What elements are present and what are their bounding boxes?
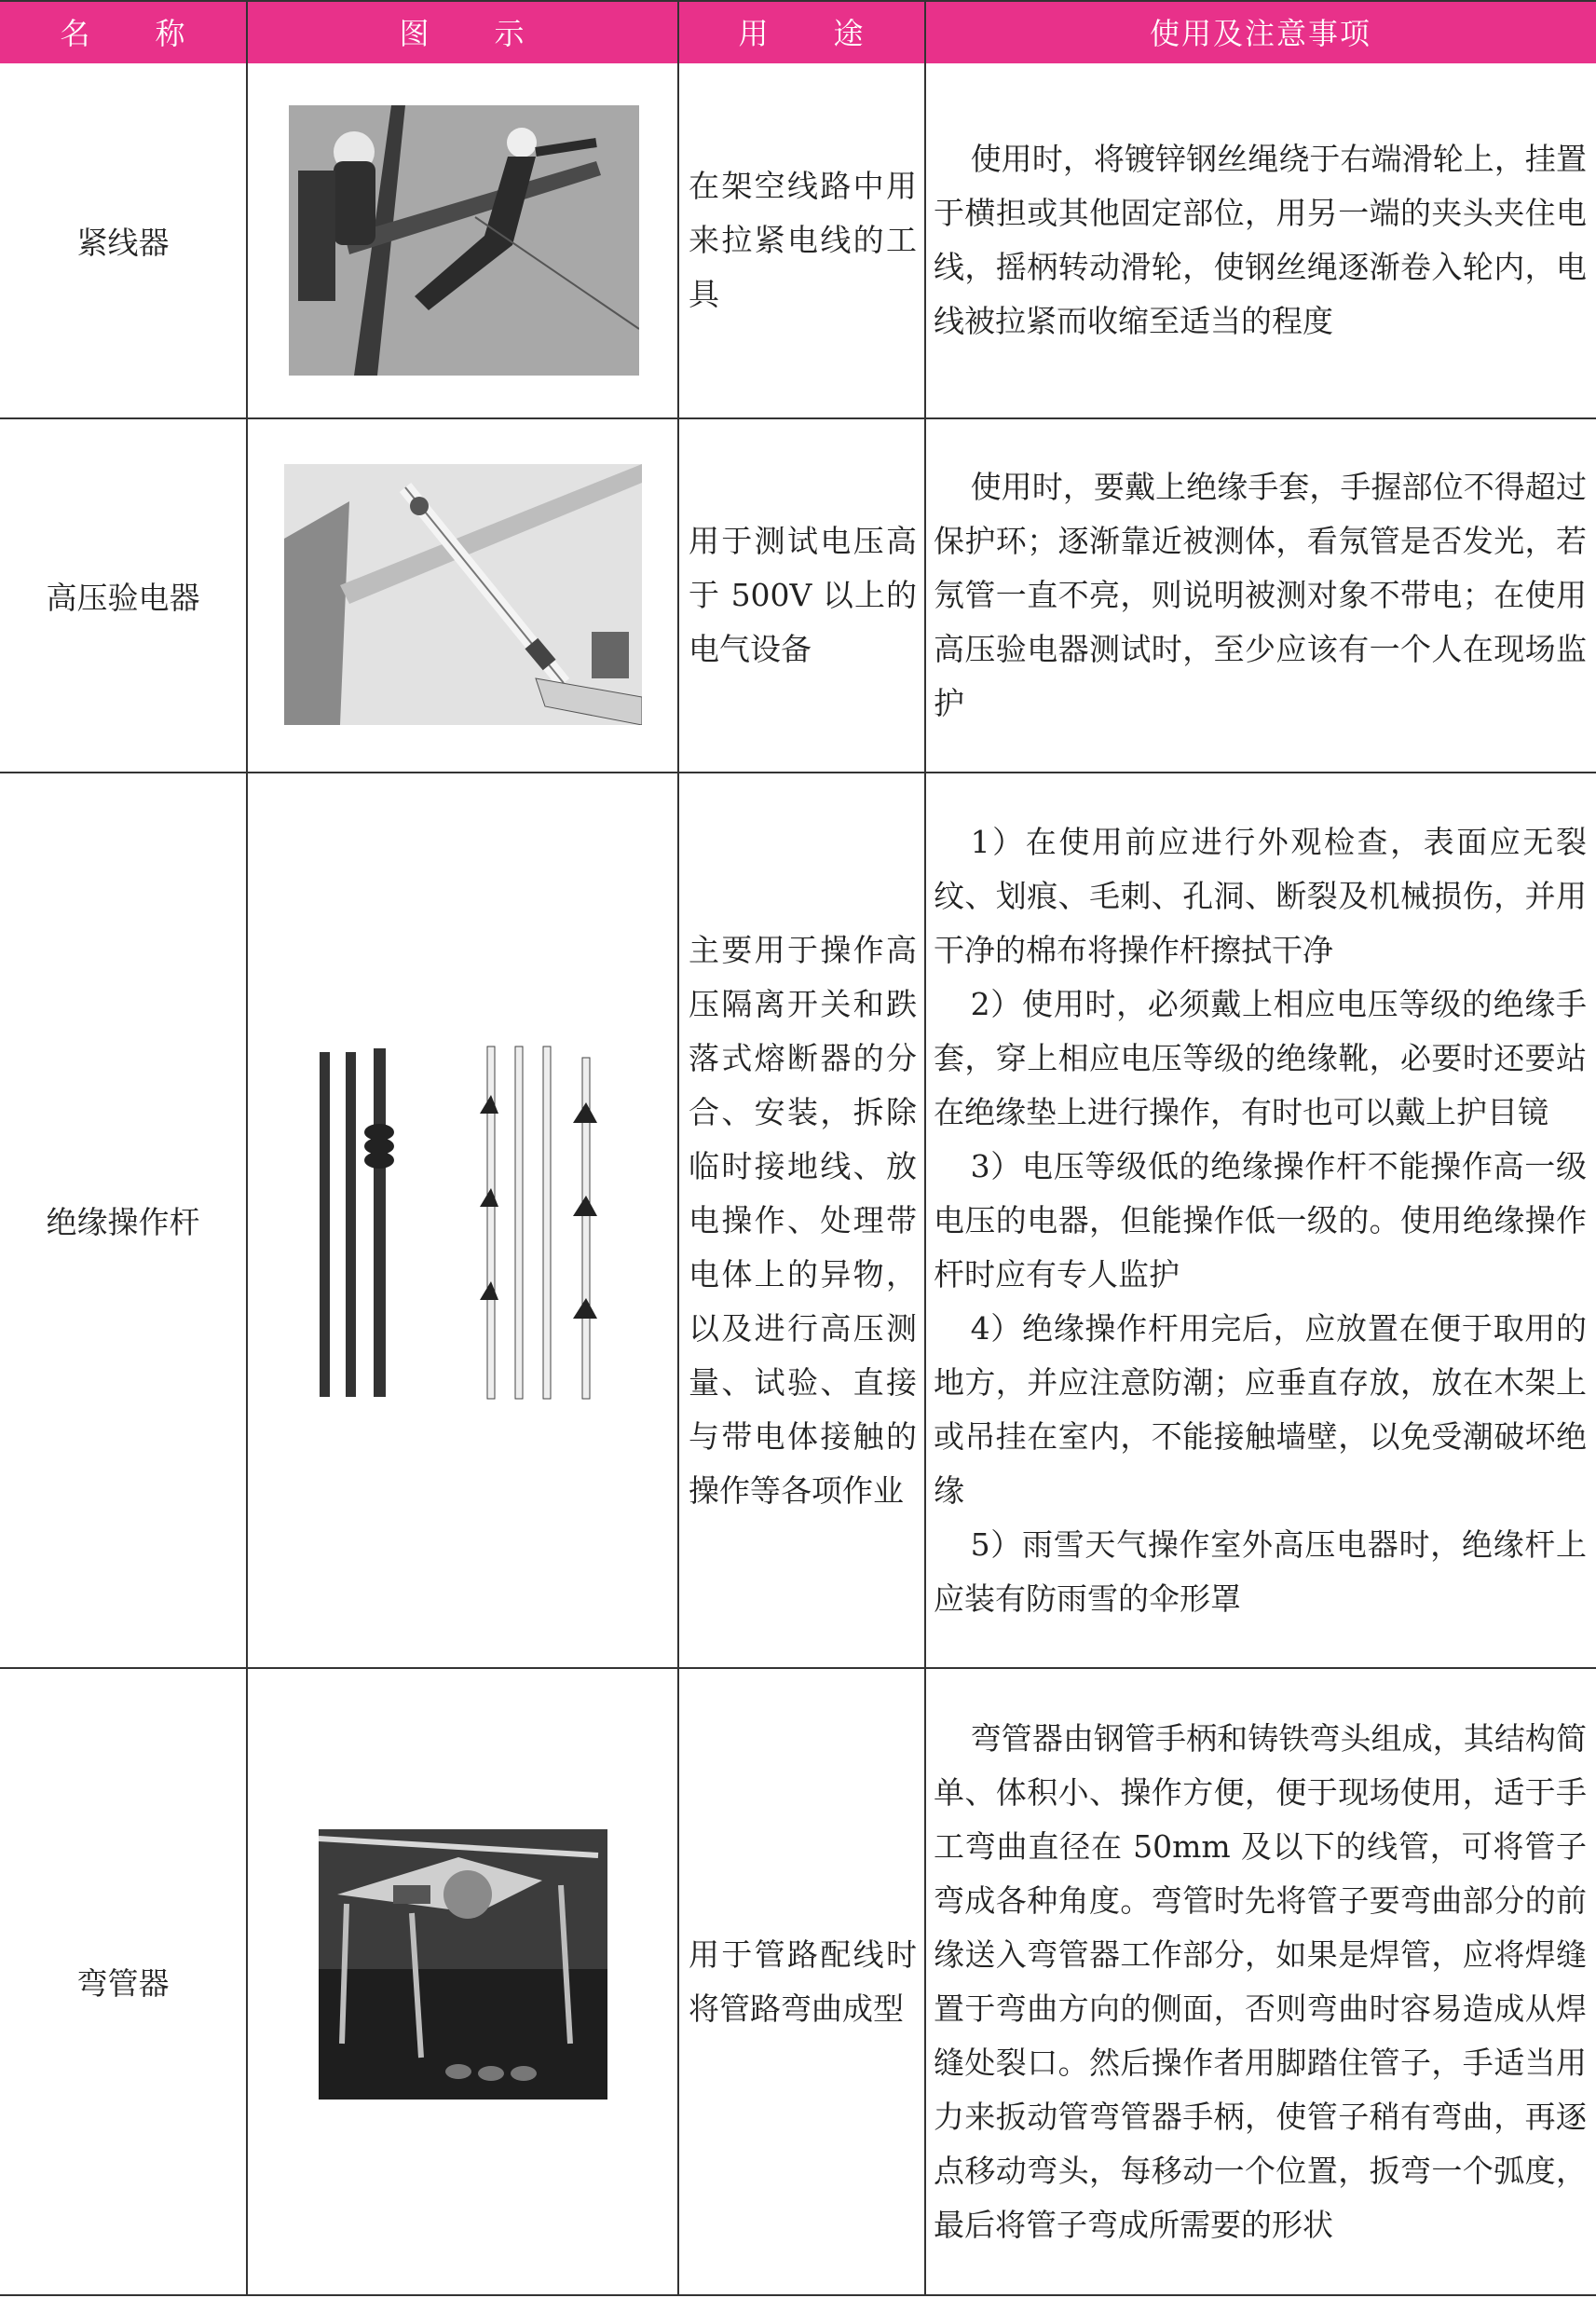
row-use: [679, 1669, 924, 2294]
bender-photo: [319, 1829, 607, 2100]
use-text: 用于测试电压高于 500V 以上的电气设备: [689, 523, 917, 667]
rods-photo: [312, 1039, 610, 1404]
rule-bottom: [0, 2294, 1596, 2296]
row-name: 高压验电器: [46, 579, 200, 616]
row-use: [679, 773, 924, 1667]
row-notes: [926, 1669, 1596, 2294]
note-item: 3）电压等级低的绝缘操作杆不能操作高一级电压的电器，但能操作低一级的。使用绝缘操作杆时应有专人监护: [934, 1147, 1587, 1293]
row-name: 紧线器: [76, 224, 170, 261]
row-use: [679, 63, 924, 417]
rule-col1: [246, 0, 248, 2296]
use-text: 用于管路配线时将管路弯曲成型: [689, 1936, 917, 2027]
note-item: 1）在使用前应进行外观检查，表面应无裂纹、划痕、毛刺、孔洞、断裂及机械损伤，并用干净的棉布将操作杆擦拭干净: [934, 823, 1587, 968]
note-paragraph: 弯管器由钢管手柄和铸铁弯头组成，其结构简单、体积小、操作方便，便于现场使用，适于手工弯曲直径在 50mm 及以下的线管，可将管子弯成各种角度。弯管时先将管子要弯曲部分的前缘送入弯管器工作部分，如果是焊管，应将焊缝置于弯曲方向的侧面，否则弯曲时容易造成从焊缝处裂口。然后操作者用脚踏住管子，手适当用力来扳动管弯管器手柄，使管子稍有弯曲，再逐点移动弯头，每移动一个位置，扳弯一个弧度，最后将管子弯成所需要的形状: [934, 1719, 1587, 2243]
header-use: 用 途: [738, 16, 866, 51]
row-notes: [926, 419, 1596, 772]
note-item: 2）使用时，必须戴上相应电压等级的绝缘手套，穿上相应电压等级的绝缘靴，必要时还要站在绝缘垫上进行操作，有时也可以戴上护目镜: [934, 985, 1587, 1130]
table-header: [0, 0, 1596, 63]
row-name: 绝缘操作杆: [46, 1204, 200, 1240]
notes-list: [934, 815, 1587, 1626]
rule-top: [0, 0, 1596, 2]
note-paragraph: 使用时，要戴上绝缘手套，手握部位不得超过保护环；逐渐靠近被测体，看氖管是否发光，若氖管一直不亮，则说明被测对象不带电；在使用高压验电器测试时，至少应该有一个人在现场监护: [934, 469, 1587, 721]
use-text: 主要用于操作高压隔离开关和跌落式熔断器的分合、安装，拆除临时接地线、放电操作、处理带电体上的异物，以及进行高压测量、试验、直接与带电体接触的操作等各项作业: [689, 931, 917, 1509]
note-item: 4）绝缘操作杆用完后，应放置在便于取用的地方，并应注意防潮；应垂直存放，放在木架上或吊挂在室内，不能接触墙壁，以免受潮破坏绝缘: [934, 1309, 1587, 1509]
lineman-photo: [289, 105, 639, 376]
row-use: [679, 419, 924, 772]
note-paragraph: 使用时，将镀锌钢丝绳绕于右端滑轮上，挂置于横担或其他固定部位，用另一端的夹头夹住电线，摇柄转动滑轮，使钢丝绳逐渐卷入轮内，电线被拉紧而收缩至适当的程度: [934, 141, 1587, 339]
header-image: 图 示: [399, 16, 526, 51]
row-name: 弯管器: [76, 1965, 170, 2002]
row-notes: [926, 773, 1596, 1667]
note-item: 5）雨雪天气操作室外高压电器时，绝缘杆上应装有防雨雪的伞形罩: [934, 1525, 1587, 1617]
header-name: 名 称: [60, 16, 187, 51]
use-text: 在架空线路中用来拉紧电线的工具: [689, 168, 917, 312]
row-notes: [926, 63, 1596, 417]
header-notes: 使用及注意事项: [1149, 16, 1371, 51]
tester-photo: [284, 464, 642, 725]
